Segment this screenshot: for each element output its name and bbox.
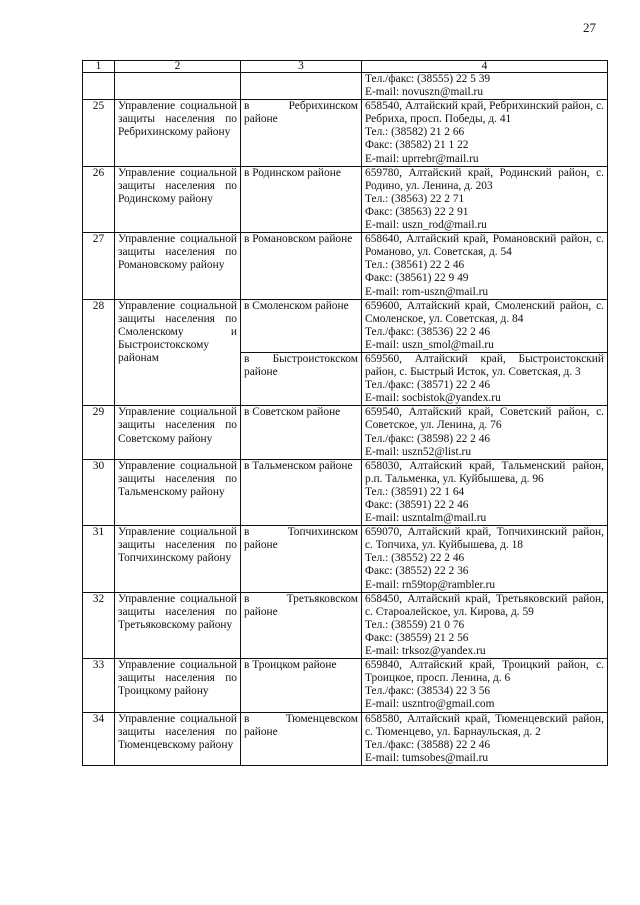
postal-address: 658580, Алтайский край, Тюменцевский район, с. Тюменцево, ул. Барнаульская, д. 2 xyxy=(365,712,604,738)
agency-name: Управление социальной защиты населения по Ребрихинскому району xyxy=(115,100,241,166)
postal-address: 658640, Алтайский край, Романовский район, с. Романово, ул. Советская, д. 54 xyxy=(365,233,604,259)
service-area: в Третьяковском районе xyxy=(241,592,362,658)
agency-name: Управление социальной защиты населения по Романовскому району xyxy=(115,233,241,299)
row-number: 25 xyxy=(83,100,115,166)
agency-name: Управление социальной защиты населения по Третьяковскому району xyxy=(115,592,241,658)
column-header: 3 xyxy=(241,61,362,73)
table-row xyxy=(83,712,608,765)
table-row xyxy=(83,166,608,232)
table-row xyxy=(83,526,608,592)
address-cell xyxy=(362,592,608,658)
contact-line: Тел./факс: (38588) 22 2 46 xyxy=(365,738,491,751)
address-cell xyxy=(362,100,608,166)
address-cell xyxy=(362,526,608,592)
contact-line: E-mail: rn59top@rambler.ru xyxy=(365,578,496,591)
contact-line: Тел./факс: (38536) 22 2 46 xyxy=(365,325,491,338)
table-row xyxy=(83,299,608,352)
row-number: 32 xyxy=(83,592,115,658)
contact-line: E-mail: uprrebr@mail.ru xyxy=(365,152,479,165)
address-cell xyxy=(362,712,608,765)
postal-address: 658540, Алтайский край, Ребрихинский район, с. Ребриха, просп. Победы, д. 41 xyxy=(365,100,604,126)
address-cell xyxy=(362,233,608,299)
table-row xyxy=(83,459,608,525)
agency-name: Управление социальной защиты населения по Тальменскому району xyxy=(115,459,241,525)
contact-line: E-mail: uszntro@gmail.com xyxy=(365,698,495,711)
address-cell xyxy=(362,659,608,712)
address-cell xyxy=(362,459,608,525)
contact-line: Факс: (38552) 22 2 36 xyxy=(365,565,469,578)
contact-line: Факс: (38591) 22 2 46 xyxy=(365,499,469,511)
service-area: в Тальменском районе xyxy=(241,459,362,525)
table-row xyxy=(83,659,608,712)
contact-line: Тел.: (38561) 22 2 46 xyxy=(365,259,465,272)
postal-address: 659540, Алтайский край, Советский район, с. Советское, ул. Ленина, д. 76 xyxy=(365,406,604,432)
service-area: в Советском районе xyxy=(241,406,362,459)
contact-line: Тел./факс: (38598) 22 2 46 xyxy=(365,432,491,445)
table-row xyxy=(83,233,608,299)
address-cell xyxy=(362,352,608,405)
contact-line: Тел.: (38591) 22 1 64 xyxy=(365,485,465,498)
postal-address: 659840, Алтайский край, Троицкий район, с. Троицкое, просп. Ленина, д. 6 xyxy=(365,659,604,685)
contact-line: E-mail: uszn_rod@mail.ru xyxy=(365,219,487,232)
row-number: 30 xyxy=(83,459,115,525)
contact-line: Факс: (38563) 22 2 91 xyxy=(365,205,469,218)
contact-line: E-mail: rom-uszn@mail.ru xyxy=(365,285,489,298)
agency-name: Управление социальной защиты населения по Смоленскому и Быстроистокскому районам xyxy=(115,299,241,406)
service-area: в Романовском районе xyxy=(241,233,362,299)
row-number: 29 xyxy=(83,406,115,459)
address-cell xyxy=(362,299,608,352)
contact-line: Тел./факс: (38534) 22 3 56 xyxy=(365,685,491,698)
service-area: в Родинском районе xyxy=(241,166,362,232)
contact-line: E-mail: tumsobes@mail.ru xyxy=(365,751,489,764)
postal-address: 659070, Алтайский край, Топчихинский район, с. Топчиха, ул. Куйбышева, д. 18 xyxy=(365,526,604,552)
table-row xyxy=(83,406,608,459)
row-number: 31 xyxy=(83,526,115,592)
row-number: 34 xyxy=(83,712,115,765)
postal-address: 659560, Алтайский край, Быстроистокский район, с. Быстрый Исток, ул. Советская, д. 3 xyxy=(365,352,604,379)
agency-name: Управление социальной защиты населения по Троицкому району xyxy=(115,659,241,712)
contact-line: Факс: (38582) 21 1 22 xyxy=(365,139,469,152)
column-header: 1 xyxy=(83,61,115,73)
contact-line: Тел.: (38559) 21 0 76 xyxy=(365,618,465,631)
contact-line: E-mail: uszn52@list.ru xyxy=(365,445,472,458)
column-header: 2 xyxy=(115,61,241,73)
agency-name: Управление социальной защиты населения по Советскому району xyxy=(115,406,241,459)
address-cell xyxy=(362,73,608,100)
table-row xyxy=(83,592,608,658)
contact-line: Факс: (38561) 22 9 49 xyxy=(365,272,469,285)
contact-line: Тел./факс: (38571) 22 2 46 xyxy=(365,379,491,392)
table-header-row xyxy=(83,61,608,73)
address-cell xyxy=(362,166,608,232)
contact-line: E-mail: socbistok@yandex.ru xyxy=(365,392,501,405)
contact-line: Тел.: (38582) 21 2 66 xyxy=(365,126,465,139)
contact-line: Тел./факс: (38555) 22 5 39 xyxy=(365,73,491,85)
agency-name: Управление социальной защиты населения по Родинскому району xyxy=(115,166,241,232)
row-number: 33 xyxy=(83,659,115,712)
table-row xyxy=(83,100,608,166)
contact-line: E-mail: uszntalm@mail.ru xyxy=(365,512,487,525)
contact-line: E-mail: novuszn@mail.ru xyxy=(365,86,484,99)
agency-name: Управление социальной защиты населения по Топчихинскому району xyxy=(115,526,241,592)
service-area: в Смоленском районе xyxy=(241,299,362,352)
address-cell xyxy=(362,406,608,459)
row-number: 26 xyxy=(83,166,115,232)
postal-address: 659600, Алтайский край, Смоленский район, с. Смоленское, ул. Советская, д. 84 xyxy=(365,299,604,325)
contact-line: Факс: (38559) 21 2 56 xyxy=(365,631,469,644)
postal-address: 658030, Алтайский край, Тальменский район, р.п. Тальменка, ул. Куйбышева, д. 96 xyxy=(365,459,604,485)
postal-address: 659780, Алтайский край, Родинский район, с. Родино, ул. Ленина, д. 203 xyxy=(365,166,604,192)
service-area: в Быстроистокском районе xyxy=(241,352,362,405)
service-area: в Троицком районе xyxy=(241,659,362,712)
service-area: в Топчихинском районе xyxy=(241,526,362,592)
table-body xyxy=(83,73,608,766)
agencies-table xyxy=(82,60,608,766)
contact-line: Тел.: (38563) 22 2 71 xyxy=(365,192,465,205)
continuation-row xyxy=(83,73,608,100)
row-number: 28 xyxy=(83,299,115,406)
service-area: в Тюменцевском районе xyxy=(241,712,362,765)
agency-name: Управление социальной защиты населения по Тюменцевскому району xyxy=(115,712,241,765)
contact-line: E-mail: uszn_smol@mail.ru xyxy=(365,338,494,351)
contact-line: E-mail: trksoz@yandex.ru xyxy=(365,645,486,658)
row-number: 27 xyxy=(83,233,115,299)
page-number: 27 xyxy=(583,20,596,35)
contact-line: Тел.: (38552) 22 2 46 xyxy=(365,552,465,565)
postal-address: 658450, Алтайский край, Третьяковский район, с. Староалейское, ул. Кирова, д. 59 xyxy=(365,592,604,618)
column-header: 4 xyxy=(362,61,608,73)
service-area: в Ребрихинском районе xyxy=(241,100,362,166)
